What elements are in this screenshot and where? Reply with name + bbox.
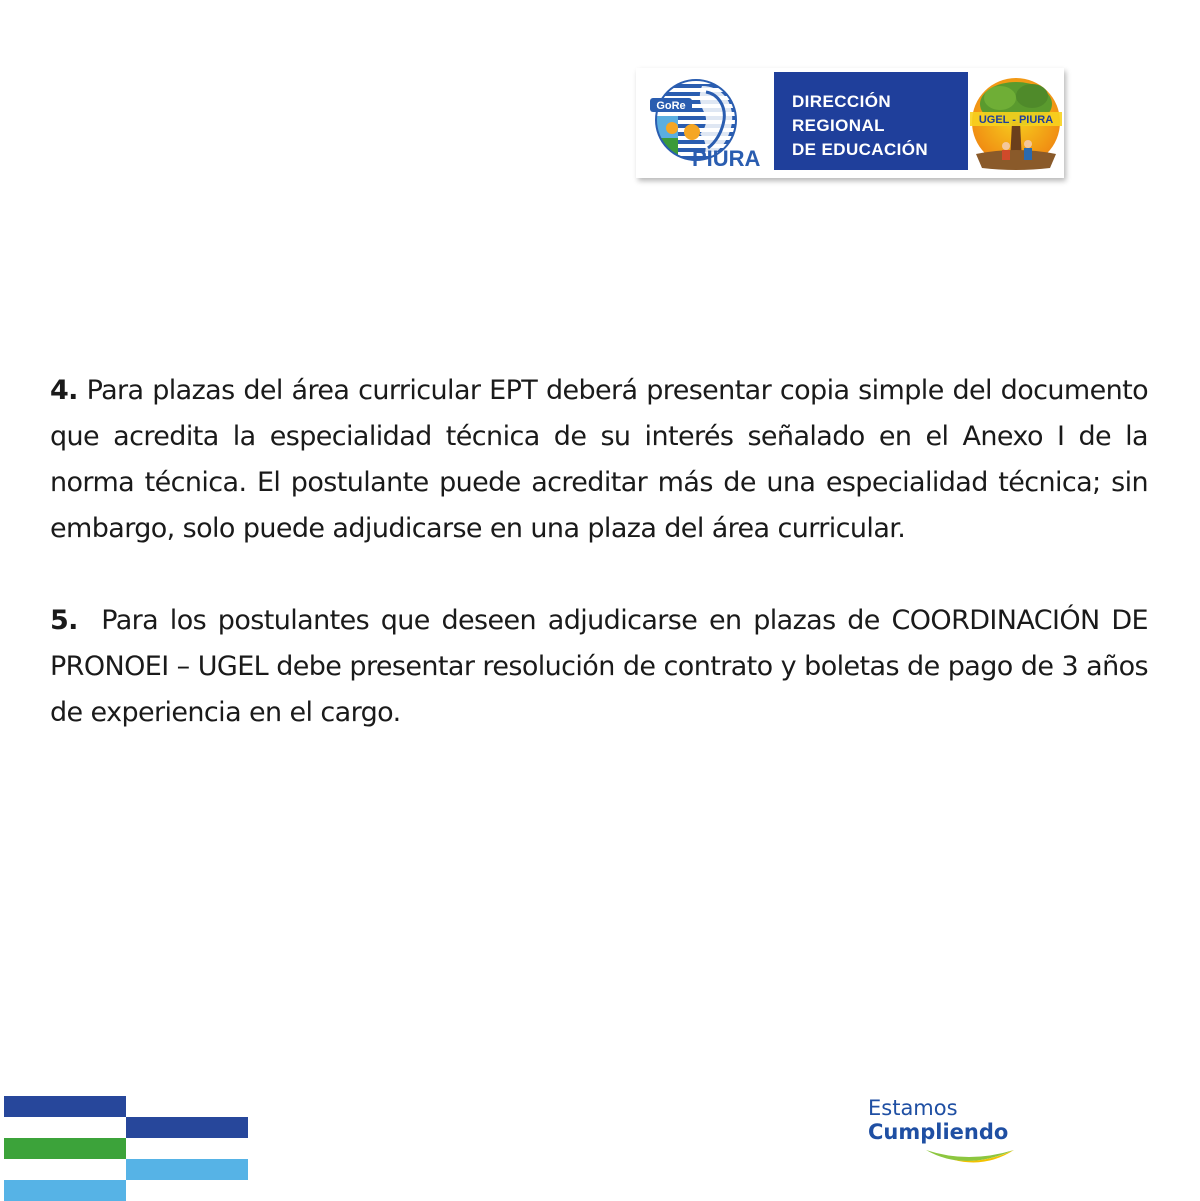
stripe-dark-blue-top [4,1096,126,1117]
item-number-5: 5. [50,605,78,636]
dre-line-3: DE EDUCACIÓN [792,140,929,159]
item-number-4: 4. [50,375,78,406]
requirement-item-5 [50,598,1148,736]
stripe-green [4,1138,126,1159]
dre-title-box [774,72,968,170]
dre-line-2: REGIONAL [792,116,885,135]
ugel-logo-text: UGEL - PIURA [978,114,1054,126]
stripe-dark-blue-right [126,1117,248,1138]
slogan-line-1: Estamos [868,1096,958,1120]
stripe-light-blue-bottom [4,1180,126,1201]
slogan-line-2: Cumpliendo [868,1120,1009,1144]
footer-stripes [0,1096,250,1200]
requirement-item-4 [50,368,1148,552]
item-text-5: Para los postulantes que deseen adjudicarse en plazas de COORDINACIÓN DE PRONOEI – UGEL debe presentar resolución de contrato y boletas de pago de 3 años de experiencia en el cargo. [50,605,1148,728]
gore-wordmark: PIURA [692,146,761,171]
dre-line-1: DIRECCIÓN [792,92,891,111]
item-text-4: Para plazas del área curricular EPT deberá presentar copia simple del documento que acredita la especialidad técnica de su interés señalado en el Anexo I de la norma técnica. El postulante puede acreditar más de una especialidad técnica; sin embargo, solo puede adjudicarse en una plaza del área curricular. [50,375,1149,544]
main-content [50,368,1148,736]
stripe-light-blue-right [126,1159,248,1180]
logo-banner [636,68,1064,178]
slogan-swoosh-icon [924,1146,1016,1168]
ugel-piura-logo [970,72,1062,174]
slogan-logo [868,1096,1028,1176]
gore-piura-logo [644,76,770,172]
gore-badge-text: GoRe [656,100,686,112]
